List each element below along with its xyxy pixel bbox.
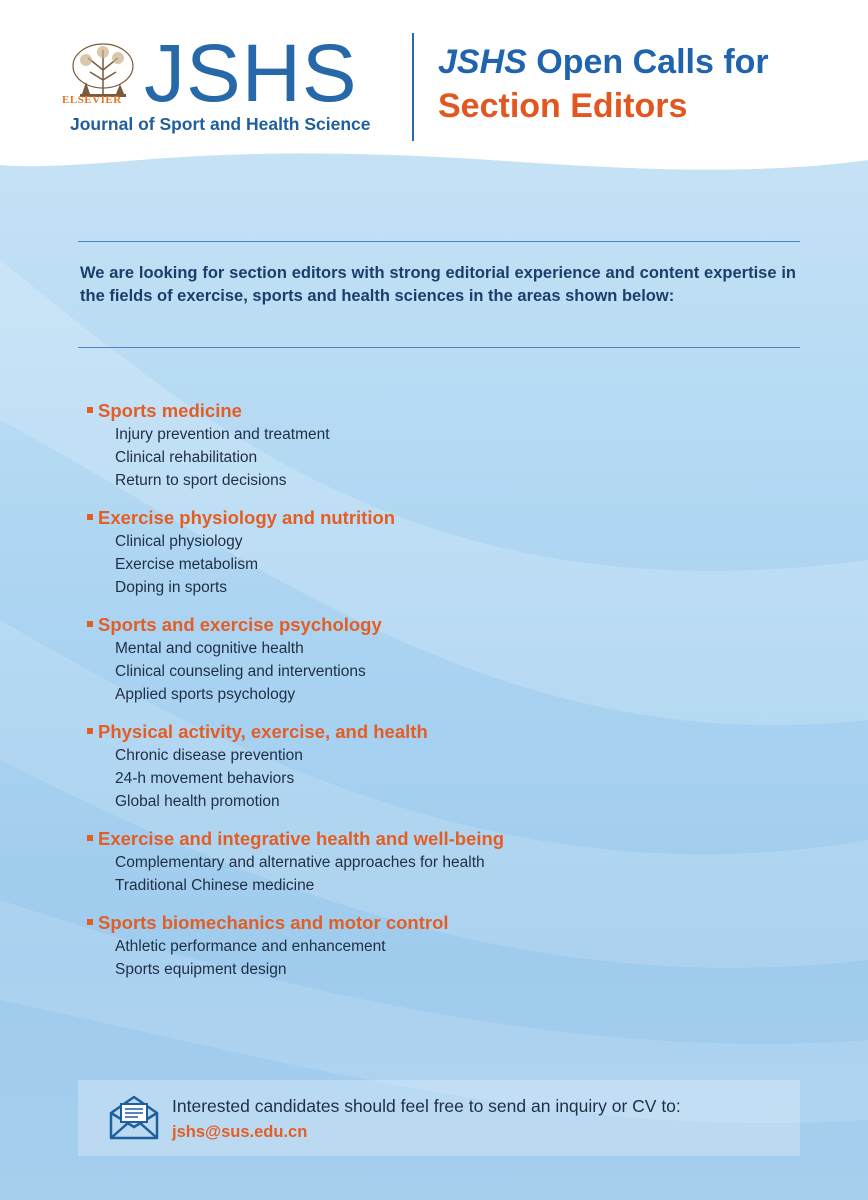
section-title-text: Exercise physiology and nutrition [98, 507, 396, 528]
page-title-line1 [438, 43, 769, 82]
bullet-square-icon [87, 514, 93, 520]
header-divider [412, 33, 414, 141]
section-item: Chronic disease prevention [115, 747, 303, 764]
journal-logo-text: JSHS [144, 28, 358, 119]
section-item: Doping in sports [115, 579, 228, 596]
contact-email-link[interactable]: jshs@sus.edu.cn [172, 1123, 308, 1141]
top-divider [78, 241, 800, 242]
page-title-line2: Section Editors [438, 87, 688, 125]
section-title-text: Sports biomechanics and motor control [98, 912, 449, 933]
title-rest: Open Calls for [526, 43, 769, 81]
journal-full-name: Journal of Sport and Health Science [70, 114, 371, 134]
section-block [87, 827, 787, 897]
contact-box [78, 1080, 800, 1156]
section-item: Sports equipment design [115, 961, 287, 978]
section-item: Clinical physiology [115, 533, 243, 550]
bullet-square-icon [87, 835, 93, 841]
section-item: Traditional Chinese medicine [115, 877, 315, 894]
section-title [87, 613, 787, 637]
bullet-square-icon [87, 621, 93, 627]
section-title-text: Sports and exercise psychology [98, 614, 382, 635]
bullet-square-icon [87, 407, 93, 413]
section-item: Applied sports psychology [115, 686, 296, 703]
section-title-text: Physical activity, exercise, and health [98, 721, 428, 742]
publisher-name: ELSEVIER [62, 94, 122, 106]
section-list [87, 399, 787, 995]
section-title [87, 506, 787, 530]
contact-text: Interested candidates should feel free to send an inquiry or CV to: [172, 1096, 681, 1116]
section-title [87, 399, 787, 423]
section-item: 24-h movement behaviors [115, 770, 295, 787]
section-block [87, 613, 787, 706]
section-item: Injury prevention and treatment [115, 426, 330, 443]
section-block [87, 399, 787, 492]
section-item: Complementary and alternative approaches for health [115, 854, 485, 871]
bullet-square-icon [87, 728, 93, 734]
section-item: Clinical rehabilitation [115, 449, 258, 466]
section-item: Mental and cognitive health [115, 640, 304, 657]
section-title-text: Exercise and integrative health and well-being [98, 828, 505, 849]
section-item: Global health promotion [115, 793, 280, 810]
section-item: Clinical counseling and interventions [115, 663, 366, 680]
section-item: Athletic performance and enhancement [115, 938, 386, 955]
section-title [87, 827, 787, 851]
section-block [87, 911, 787, 981]
section-item: Exercise metabolism [115, 556, 258, 573]
section-block [87, 720, 787, 813]
intro-text: We are looking for section editors with strong editorial experience and content expertise in the fields of exercise, sports and health sciences in the areas shown below: [80, 264, 796, 305]
section-block [87, 506, 787, 599]
bottom-divider [78, 347, 800, 348]
bullet-square-icon [87, 919, 93, 925]
envelope-icon [108, 1093, 160, 1141]
section-title [87, 911, 787, 935]
section-title [87, 720, 787, 744]
section-title-text: Sports medicine [98, 400, 242, 421]
section-item: Return to sport decisions [115, 472, 287, 489]
title-italic: JSHS [438, 43, 527, 81]
